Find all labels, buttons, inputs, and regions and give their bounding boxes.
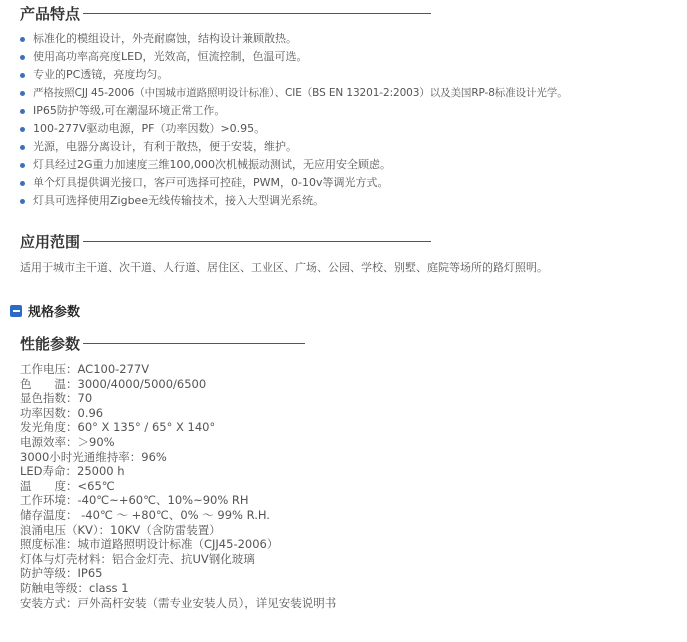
applications-title: 应用范围 [20, 233, 81, 251]
bullet-icon [20, 109, 25, 114]
spec-item: LED寿命：25000 h [20, 464, 125, 479]
bullet-icon [20, 73, 25, 78]
spec-item: 防触电等级：class 1 [20, 580, 129, 595]
list-item: 使用高功率高亮度LED，光效高，恒流控制，色温可选。 [20, 48, 568, 66]
spec-item: 浪涌电压（KV）：10KV（含防雷装置） [20, 522, 221, 537]
spec-item: 工作环境：-40℃~+60℃、10%~90% RH [20, 493, 249, 508]
features-list [20, 30, 568, 210]
features-title: 产品特点 [20, 5, 81, 23]
performance-title-rule [83, 343, 305, 344]
spec-item: 照度标准：城市道路照明设计标准（CJJ45-2006） [20, 537, 279, 552]
spec-item: 温 度：<65℃ [20, 478, 115, 493]
performance-title: 性能参数 [20, 335, 81, 353]
spec-item: 3000小时光通维持率：96% [20, 449, 167, 464]
spec-item: 显色指数：70 [20, 391, 93, 406]
bullet-icon [20, 55, 25, 60]
spec-item: 色 温：3000/4000/5000/6500 [20, 376, 207, 391]
applications-text: 适用于城市主干道、次干道、人行道、居住区、工业区、广场、公园、学校、别墅、庭院等场所的路灯照明。 [20, 261, 548, 274]
bullet-icon [20, 181, 25, 186]
spec-item: 功率因数：0.96 [20, 405, 104, 420]
features-title-rule [83, 13, 431, 14]
bullet-icon [20, 163, 25, 168]
list-item: 灯具经过2G重力加速度三维100,000次机械振动测试，无应用安全顾虑。 [20, 156, 568, 174]
performance-spec-list [20, 362, 336, 610]
bullet-icon [20, 199, 25, 204]
list-item: 标准化的模组设计，外壳耐腐蚀，结构设计兼顾散热。 [20, 30, 568, 48]
applications-title-rule [83, 241, 431, 242]
spec-item: 工作电压：AC100-277V [20, 362, 150, 376]
spec-item: 发光角度：60° X 135° / 65° X 140° [20, 420, 216, 435]
spec-item: 防护等级：IP65 [20, 566, 103, 581]
bullet-icon [20, 37, 25, 42]
spec-item: 储存温度： -40℃ ～ +80℃、0% ～ 99% R.H. [20, 507, 270, 522]
spec-item: 电源效率：＞90% [20, 434, 115, 449]
spec-item: 灯体与灯壳材料：铝合金灯壳、抗UV钢化玻璃 [20, 551, 255, 566]
performance-heading [20, 333, 305, 354]
list-item: 单个灯具提供调光接口，客戸可选择可控硅，PWM，0-10v等调光方式。 [20, 174, 568, 192]
list-item: 严格按照CJJ 45-2006（中国城市道路照明设计标准）、CIE（BS EN 13201-2:2003）以及美国RP-8标准设计光学。 [20, 84, 568, 102]
list-item: 光源，电器分离设计，有利于散热，便于安装，维护。 [20, 138, 568, 156]
list-item: 灯具可选择使用Zigbee无线传输技术，接入大型调光系统。 [20, 192, 568, 210]
list-item: 专业的PC透镜，亮度均匀。 [20, 66, 568, 84]
list-item: 100-277V驱动电源，PF（功率因数）>0.95。 [20, 120, 568, 138]
bullet-icon [20, 91, 25, 96]
spec-section-toggle[interactable] [10, 301, 80, 320]
list-item: IP65防护等级,可在潮湿环境正常工作。 [20, 102, 568, 120]
collapse-icon[interactable] [10, 305, 22, 317]
features-heading [20, 3, 431, 24]
spec-section-label: 规格参数 [28, 305, 81, 320]
applications-heading [20, 231, 431, 252]
bullet-icon [20, 145, 25, 150]
spec-item: 安装方式：戸外高杆安装（需专业安装人员），详见安装说明书 [20, 595, 337, 610]
bullet-icon [20, 127, 25, 132]
